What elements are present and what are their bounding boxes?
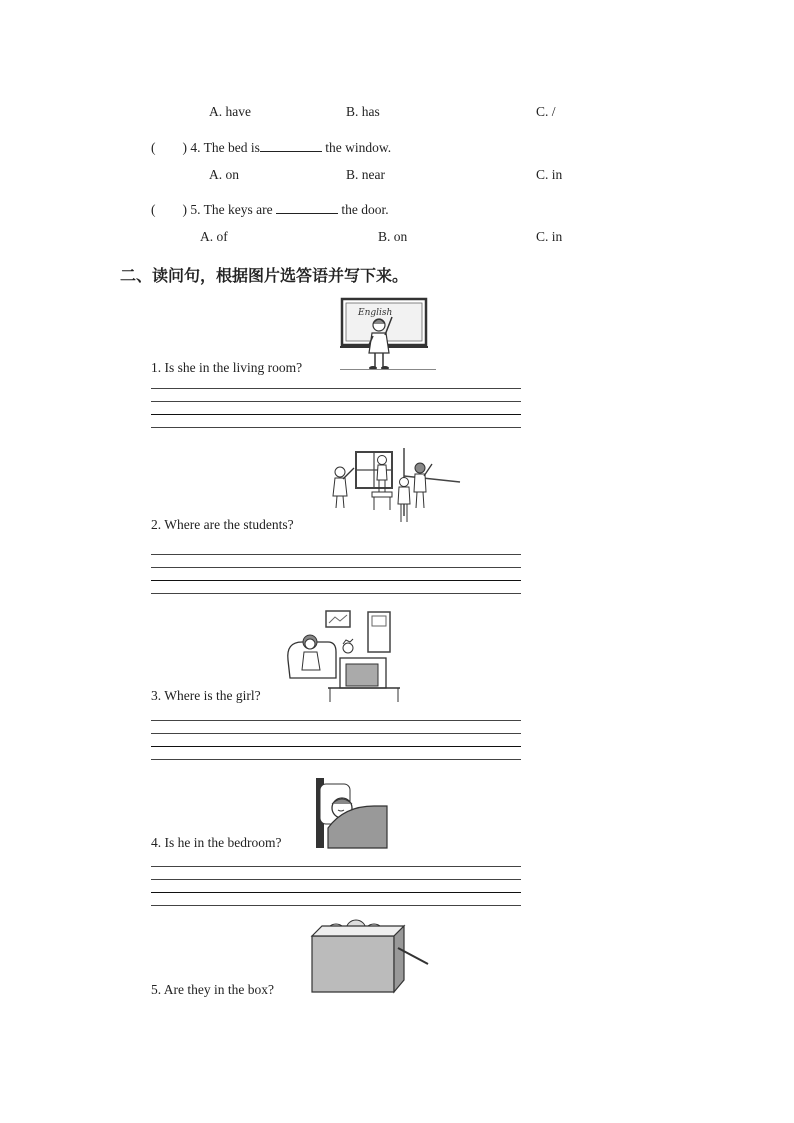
question-4-text-before: 4. The bed is xyxy=(190,140,260,155)
answer-paren[interactable]: ( ) xyxy=(151,202,187,217)
writing-line[interactable] xyxy=(151,746,521,747)
writing-line[interactable] xyxy=(151,388,521,389)
question-5-text-after: the door. xyxy=(341,202,389,217)
students-cleaning-illustration xyxy=(328,446,463,530)
cookies-in-box-illustration xyxy=(308,918,434,994)
floor-line xyxy=(340,369,436,370)
writing-line[interactable] xyxy=(151,759,521,760)
writing-line[interactable] xyxy=(151,866,521,867)
fill-blank[interactable] xyxy=(260,139,322,152)
writing-line[interactable] xyxy=(151,733,521,734)
q3-option-a: A. have xyxy=(209,104,251,119)
q4-option-b: B. near xyxy=(346,167,385,182)
fill-blank[interactable] xyxy=(276,201,338,214)
girl-at-blackboard-illustration xyxy=(336,295,436,375)
part2-question-5: 5. Are they in the box? xyxy=(151,982,274,997)
writing-line[interactable] xyxy=(151,567,521,568)
writing-line[interactable] xyxy=(151,414,521,415)
question-5-text-before: 5. The keys are xyxy=(190,202,273,217)
writing-line[interactable] xyxy=(151,554,521,555)
writing-line[interactable] xyxy=(151,720,521,721)
q5-option-a: A. of xyxy=(200,229,228,244)
section-title: 二、读问句，根据图片选答语并写下来。 xyxy=(120,266,409,285)
q5-option-c: C. in xyxy=(536,229,563,244)
question-5 xyxy=(151,198,389,218)
part2-question-4: 4. Is he in the bedroom? xyxy=(151,835,282,850)
answer-paren[interactable]: ( ) xyxy=(151,140,187,155)
writing-line[interactable] xyxy=(151,580,521,581)
writing-line[interactable] xyxy=(151,427,521,428)
boy-sleeping-illustration xyxy=(314,776,389,850)
part2-question-3: 3. Where is the girl? xyxy=(151,688,261,703)
writing-line[interactable] xyxy=(151,401,521,402)
writing-line[interactable] xyxy=(151,879,521,880)
question-4-text-after: the window. xyxy=(325,140,392,155)
q4-option-c: C. in xyxy=(536,167,563,182)
blackboard-word: English xyxy=(358,308,393,318)
writing-line[interactable] xyxy=(151,892,521,893)
writing-line[interactable] xyxy=(151,593,521,594)
q4-option-a: A. on xyxy=(209,167,239,182)
girl-watching-tv-illustration xyxy=(280,608,405,704)
q3-option-c: C. / xyxy=(536,104,556,119)
part2-question-1: 1. Is she in the living room? xyxy=(151,360,303,375)
part2-question-2: 2. Where are the students? xyxy=(151,517,294,532)
question-4 xyxy=(151,136,391,156)
q5-option-b: B. on xyxy=(378,229,408,244)
writing-line[interactable] xyxy=(151,905,521,906)
q3-option-b: B. has xyxy=(346,104,380,119)
